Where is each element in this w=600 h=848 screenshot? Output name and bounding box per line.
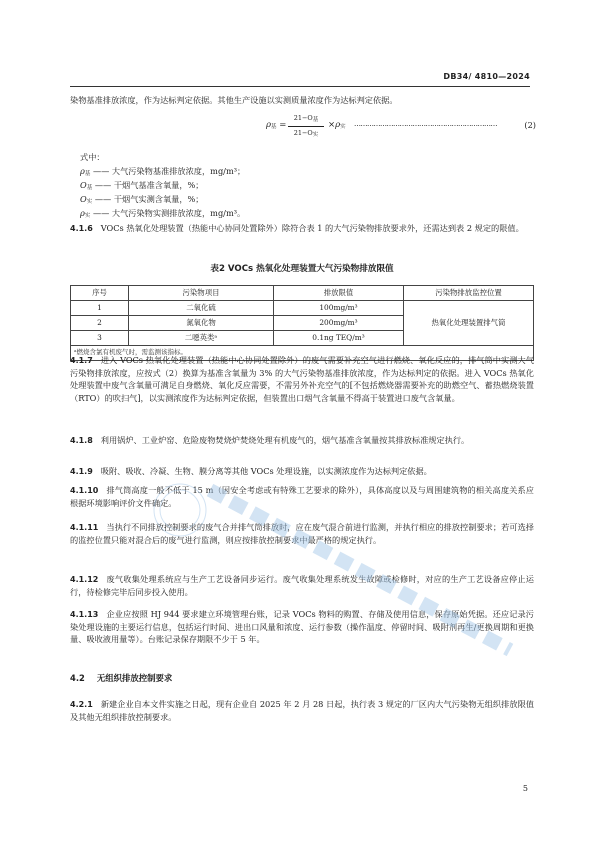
table-header-cell: 序号 [71,286,129,301]
clause-4-1-13: 4.1.13 企业应按照 HJ 944 要求建立环境管理台账，记录 VOCs 物料的购置、存储及使用信息，保存原始凭据。还应记录污染处理设施的主要运行信息，包括运行时间、进出口风量和浓度、运行参数（操作温度、停留时间、吸附剂再生/更换周期和更换量、吸收液用量等）。台账记录保存期限不少于 5 年。 [70,609,534,645]
table-cell: 3 [71,331,129,346]
definition-item: ρ基 —— 大气污染物基准排放浓度，mg/m³； [80,166,246,177]
clause-4-1-7: 4.1.7 进入 VOCs 热氧化处理装置（热能中心协同处置除外）的废气需要补充空气进行燃烧、氧化反应的，排气筒中实测大气污染物排放浓度，应按式（2）换算为基准含氧量为 3% 的大气污染物基准排放浓度，作为达标判定的依据。进入 VOCs 热氧化处理装置中废气含氧量可满足自身燃烧、氧化反应需要，不需另外补充空气的[不包括燃烧器需要补充的助燃空气、蓄热燃烧装置（RTO）的吹扫气]，以实测浓度作为达标判定依据，但装置出口烟气含氧量不得高于装置进口废气含氧量。 [70,355,534,403]
table-cell: 0.1ng TEQ/m³ [274,331,404,346]
clause-4-1-6: 4.1.6 VOCs 热氧化处理装置（热能中心协同处置除外）除符合表 1 的大气污染物排放要求外，还需达到表 2 规定的限值。 [70,223,524,233]
table-note: ᵃ燃烧含氯有机废气时，需监测该指标。 [71,346,534,361]
formula-rhs: ×ρ实 [328,120,346,130]
symbol-definitions [80,151,245,221]
clause-4-1-9: 4.1.9 吸附、吸收、冷凝、生物、膜分离等其他 VOCs 处理设施，以实测浓度作为达标判定依据。 [70,466,432,476]
table-cell: 二噁英类ᵃ [129,331,274,346]
table-cell: 2 [71,316,129,331]
intro-text: 染物基准排放浓度，作为达标判定依据。其他生产设施以实测质量浓度作为达标判定依据。 [70,95,398,105]
formula-leader-dots: ………………………………………………………… [354,120,497,128]
clause-4-1-12: 4.1.12 废气收集处理系统应与生产工艺设备同步运行。废气收集处理系统发生故障或检修时，对应的生产工艺设备应停止运行，待检修完毕后同步投入使用。 [70,574,534,597]
definitions-intro: 式中： [80,152,105,162]
table-2 [70,285,534,361]
table-cell: 二氧化硫 [129,301,274,316]
table-cell: 氮氧化物 [129,316,274,331]
watermark-logo [150,450,530,670]
table-header-row [71,286,534,301]
table-cell: 1 [71,301,129,316]
clause-4-2-1: 4.2.1 新建企业自本文件实施之日起，现有企业自 2025 年 2 月 28 日起，执行表 3 规定的厂区内大气污染物无组织排放限值及其他无组织排放控制要求。 [70,699,534,722]
clause-4-1-10: 4.1.10 排气筒高度一般不低于 15 m（因安全考虑或有特殊工艺要求的除外），具体高度以及与周围建筑物的相关高度关系应根据环境影响评价文件确定。 [70,485,534,508]
definition-item: ρ实 —— 大气污染物实测排放浓度，mg/m³。 [80,208,246,219]
table-2-title: 表2 VOCs 热氧化处理装置大气污染物排放限值 [210,264,394,274]
header-rule [70,86,530,87]
table-cell: 200mg/m³ [274,316,404,331]
table-row [71,301,534,316]
table-cell-location: 热氧化处理装置排气筒 [404,301,534,346]
definition-item: O实 —— 干烟气实测含氧量，%； [80,194,204,205]
definition-item: O基 —— 干烟气基准含氧量，%； [80,180,204,191]
table-header-cell: 污染物项目 [129,286,274,301]
standard-code: DB34/ 4810—2024 [443,72,530,81]
section-4-2-heading: 4.2 无组织排放控制要求 [70,673,173,683]
table-header-cell: 排放限值 [274,286,404,301]
formula-fraction: 21−O基 21−O实 [288,113,324,140]
clause-4-1-11: 4.1.11 当执行不同排放控制要求的废气合并排气筒排放时，应在废气混合前进行监测，并执行相应的排放控制要求；若可选择的监控位置只能对混合后的废气进行监测，则应按排放控制要求中最严格的规定执行。 [70,522,534,545]
table-header-cell: 污染物排放监控位置 [404,286,534,301]
clause-4-1-8: 4.1.8 利用锅炉、工业炉窑、危险废物焚烧炉焚烧处理有机废气的，烟气基准含氧量按其排放标准规定执行。 [70,435,470,445]
page-number: 5 [522,784,528,793]
formula-2 [266,113,546,139]
table-cell: 100mg/m³ [274,301,404,316]
formula-number: (2) [524,120,536,130]
formula-lhs: ρ基 = [266,120,287,130]
